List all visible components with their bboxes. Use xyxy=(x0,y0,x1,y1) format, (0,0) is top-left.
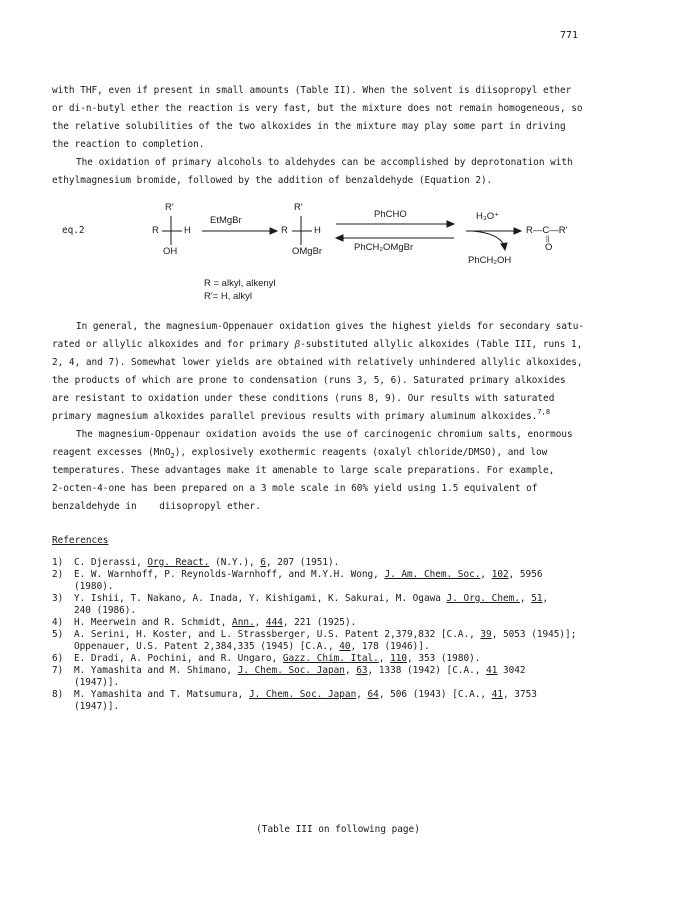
reference-item xyxy=(52,617,642,629)
reference-item xyxy=(52,665,642,689)
ref-line xyxy=(52,617,642,629)
ref-line: (1947)]. xyxy=(74,677,120,688)
text-span: reagent excesses (MnO xyxy=(52,447,171,458)
references-heading: References xyxy=(52,535,109,546)
text-span: , xyxy=(344,665,357,676)
text-span: , xyxy=(542,593,549,604)
text-span: -substituted allylic alkoxides (Table III, runs 1, xyxy=(300,339,583,350)
paragraph-3 xyxy=(52,318,622,516)
ref-line: 240 (1986). xyxy=(74,605,137,616)
text-line: 2-octen-4-one has been prepared on a 3 mole scale in 60% yield using 1.5 equivalent of xyxy=(52,483,538,494)
paragraph-1 xyxy=(52,82,622,190)
oh-label: OH xyxy=(163,246,178,257)
text-line xyxy=(52,444,622,462)
ketone-product: R—C—R' xyxy=(526,225,568,236)
text-line xyxy=(52,336,622,354)
reagent-h3o: H₃O⁺ xyxy=(476,211,500,222)
beta-symbol: β xyxy=(294,339,301,350)
text-span: H. Meerwein and R. Schmidt, xyxy=(74,617,233,628)
ref-number: 4) xyxy=(52,617,64,628)
text-line: ethylmagnesium bromide, followed by the addition of benzaldehyde (Equation 2). xyxy=(52,175,493,186)
volume: 102 xyxy=(491,569,509,580)
text-span: , 353 (1980). xyxy=(407,653,481,664)
reference-item xyxy=(52,689,642,713)
volume: 64 xyxy=(367,689,379,700)
ref-line xyxy=(52,689,642,701)
r-label: R xyxy=(281,225,288,236)
text-line: with THF, even if present in small amounts (Table II). When the solvent is diisopropyl ether xyxy=(52,85,572,96)
text-line: 2, 4, and 7). Somewhat lower yields are obtained with relatively unhindered allylic alkoxides, xyxy=(52,357,583,368)
references-list xyxy=(52,557,642,713)
substituent-legend: R = alkyl, alkenyl xyxy=(204,278,276,289)
ref-number: 1) xyxy=(52,557,64,568)
volume: 51 xyxy=(531,593,543,604)
ref-number: 8) xyxy=(52,689,64,700)
text-line: the reaction to completion. xyxy=(52,139,205,150)
text-span: , xyxy=(356,689,368,700)
journal-name: J. Chem. Soc. Japan xyxy=(237,665,345,676)
text-line: the products of which are prone to condensation (runs 3, 5, 6). Saturated primary alkoxides xyxy=(52,375,566,386)
h-label: H xyxy=(184,225,191,236)
journal-name: J. Am. Chem. Soc. xyxy=(384,569,481,580)
text-span: 3042 xyxy=(497,665,526,676)
text-span: A. Serini, H. Koster, and L. Strassberger, U.S. Patent 2,379,832 [C.A., xyxy=(74,629,481,640)
text-span: E. W. Warnhoff, P. Reynolds-Warnhoff, and M.Y.H. Wong, xyxy=(74,569,385,580)
text-span: , xyxy=(254,617,266,628)
ref-line xyxy=(52,653,642,665)
text-span: , 5053 (1945)]; xyxy=(491,629,577,640)
ref-line xyxy=(52,629,642,641)
ref-number: 7) xyxy=(52,665,64,676)
r-label: R xyxy=(152,225,159,236)
footer-note: (Table III on following page) xyxy=(256,824,420,835)
substituent-legend: R'= H, alkyl xyxy=(204,291,253,302)
journal-name: Org. React. xyxy=(147,557,210,568)
reagent-etmgbr: EtMgBr xyxy=(210,215,242,226)
r-prime-label: R' xyxy=(294,202,303,213)
byproduct-phch2oh: PhCH₂OH xyxy=(468,255,512,266)
text-line: temperatures. These advantages make it amenable to large scale preparations. For example, xyxy=(52,465,555,476)
ref-line: (1947)]. xyxy=(74,701,120,712)
text-span: E. Dradi, A. Pochini, and R. Ungaro, xyxy=(74,653,283,664)
equation-bonds xyxy=(52,197,622,307)
ref-number: 6) xyxy=(52,653,64,664)
ref-line: (1980). xyxy=(74,581,114,592)
ref-number: 2) xyxy=(52,569,64,580)
text-line: In general, the magnesium-Oppenauer oxidation gives the highest yields for secondary satu- xyxy=(76,321,584,332)
equation-2 xyxy=(52,197,622,307)
text-span: M. Yamashita and T. Matsumura, xyxy=(74,689,249,700)
text-line xyxy=(52,408,622,426)
text-span: Oppenauer, U.S. Patent 2,384,335 (1945) [C.A., xyxy=(74,641,340,652)
text-line: The oxidation of primary alcohols to aldehydes can be accomplished by deprotonation with xyxy=(76,157,573,168)
volume: 41 xyxy=(486,665,498,676)
reagent-phcho: PhCHO xyxy=(374,209,407,220)
volume: 40 xyxy=(339,641,351,652)
text-span: , 221 (1925). xyxy=(282,617,357,628)
text-span: Y. Ishii, T. Nakano, A. Inada, Y. Kishigami, K. Sakurai, M. Ogawa xyxy=(74,593,447,604)
text-span: , xyxy=(519,593,532,604)
ref-line xyxy=(52,593,642,605)
volume: 41 xyxy=(491,689,504,700)
ref-line xyxy=(52,665,642,677)
ref-line xyxy=(52,641,642,653)
text-line: are resistant to oxidation under these conditions (runs 8, 9). Our results with saturated xyxy=(52,393,555,404)
page-number: 771 xyxy=(560,30,579,41)
omgbr-label: OMgBr xyxy=(292,246,323,257)
text-span: , 3753 xyxy=(503,689,537,700)
equation-label: eq.2 xyxy=(62,225,85,236)
text-line: benzaldehyde in diisopropyl ether. xyxy=(52,501,261,512)
h-label: H xyxy=(314,225,321,236)
volume: 110 xyxy=(390,653,408,664)
text-span: , 1338 (1942) [C.A., xyxy=(367,665,487,676)
text-span: ), explosively exothermic reagents (oxalyl chloride/DMSO), and low xyxy=(174,447,548,458)
text-line: or di-n-butyl ether the reaction is very fast, but the mixture does not remain homogeneous, so xyxy=(52,103,583,114)
carbonyl-oxygen: O xyxy=(545,242,553,253)
text-span: , xyxy=(480,569,492,580)
text-span: , 506 (1943) [C.A., xyxy=(378,689,492,700)
text-line: The magnesium-Oppenaur oxidation avoids the use of carcinogenic chromium salts, enormous xyxy=(76,429,573,440)
journal-name: Ann. xyxy=(232,617,255,628)
volume: 6 xyxy=(260,557,266,568)
text-span: , 5956 xyxy=(508,569,543,580)
text-span: C. Djerassi, xyxy=(74,557,148,568)
text-span: rated or allylic alkoxides and for primary xyxy=(52,339,295,350)
reference-item xyxy=(52,593,642,617)
journal-name: Gazz. Chim. Ital. xyxy=(282,653,379,664)
text-span: primary magnesium alkoxides parallel previous results with primary aluminum alkoxides. xyxy=(52,411,538,422)
text-span: , 178 (1946)]. xyxy=(350,641,430,652)
reference-item xyxy=(52,557,642,569)
r-prime-label: R' xyxy=(165,202,174,213)
volume: 63 xyxy=(356,665,368,676)
reagent-phch2omgbr: PhCH₂OMgBr xyxy=(354,242,414,253)
subscript: 2 xyxy=(170,452,175,460)
text-span: (N.Y.), xyxy=(209,557,261,568)
journal-name: J. Org. Chem. xyxy=(446,593,520,604)
volume: 444 xyxy=(265,617,283,628)
reference-item xyxy=(52,653,642,665)
ref-number: 5) xyxy=(52,629,64,640)
ref-number: 3) xyxy=(52,593,64,604)
ref-line xyxy=(52,569,642,581)
journal-name: J. Chem. Soc. Japan xyxy=(248,689,357,700)
reference-item xyxy=(52,629,642,653)
volume: 39 xyxy=(480,629,492,640)
citation-superscript: 7,8 xyxy=(537,408,551,416)
reference-item xyxy=(52,569,642,593)
text-span: M. Yamashita and M. Shimano, xyxy=(74,665,238,676)
ref-line xyxy=(52,557,642,569)
carbonyl-double-bond: || xyxy=(546,236,550,243)
text-line: the relative solubilities of the two alkoxides in the mixture may play some part in driving xyxy=(52,121,566,132)
text-span: , xyxy=(378,653,391,664)
text-span: , 207 (1951). xyxy=(265,557,340,568)
